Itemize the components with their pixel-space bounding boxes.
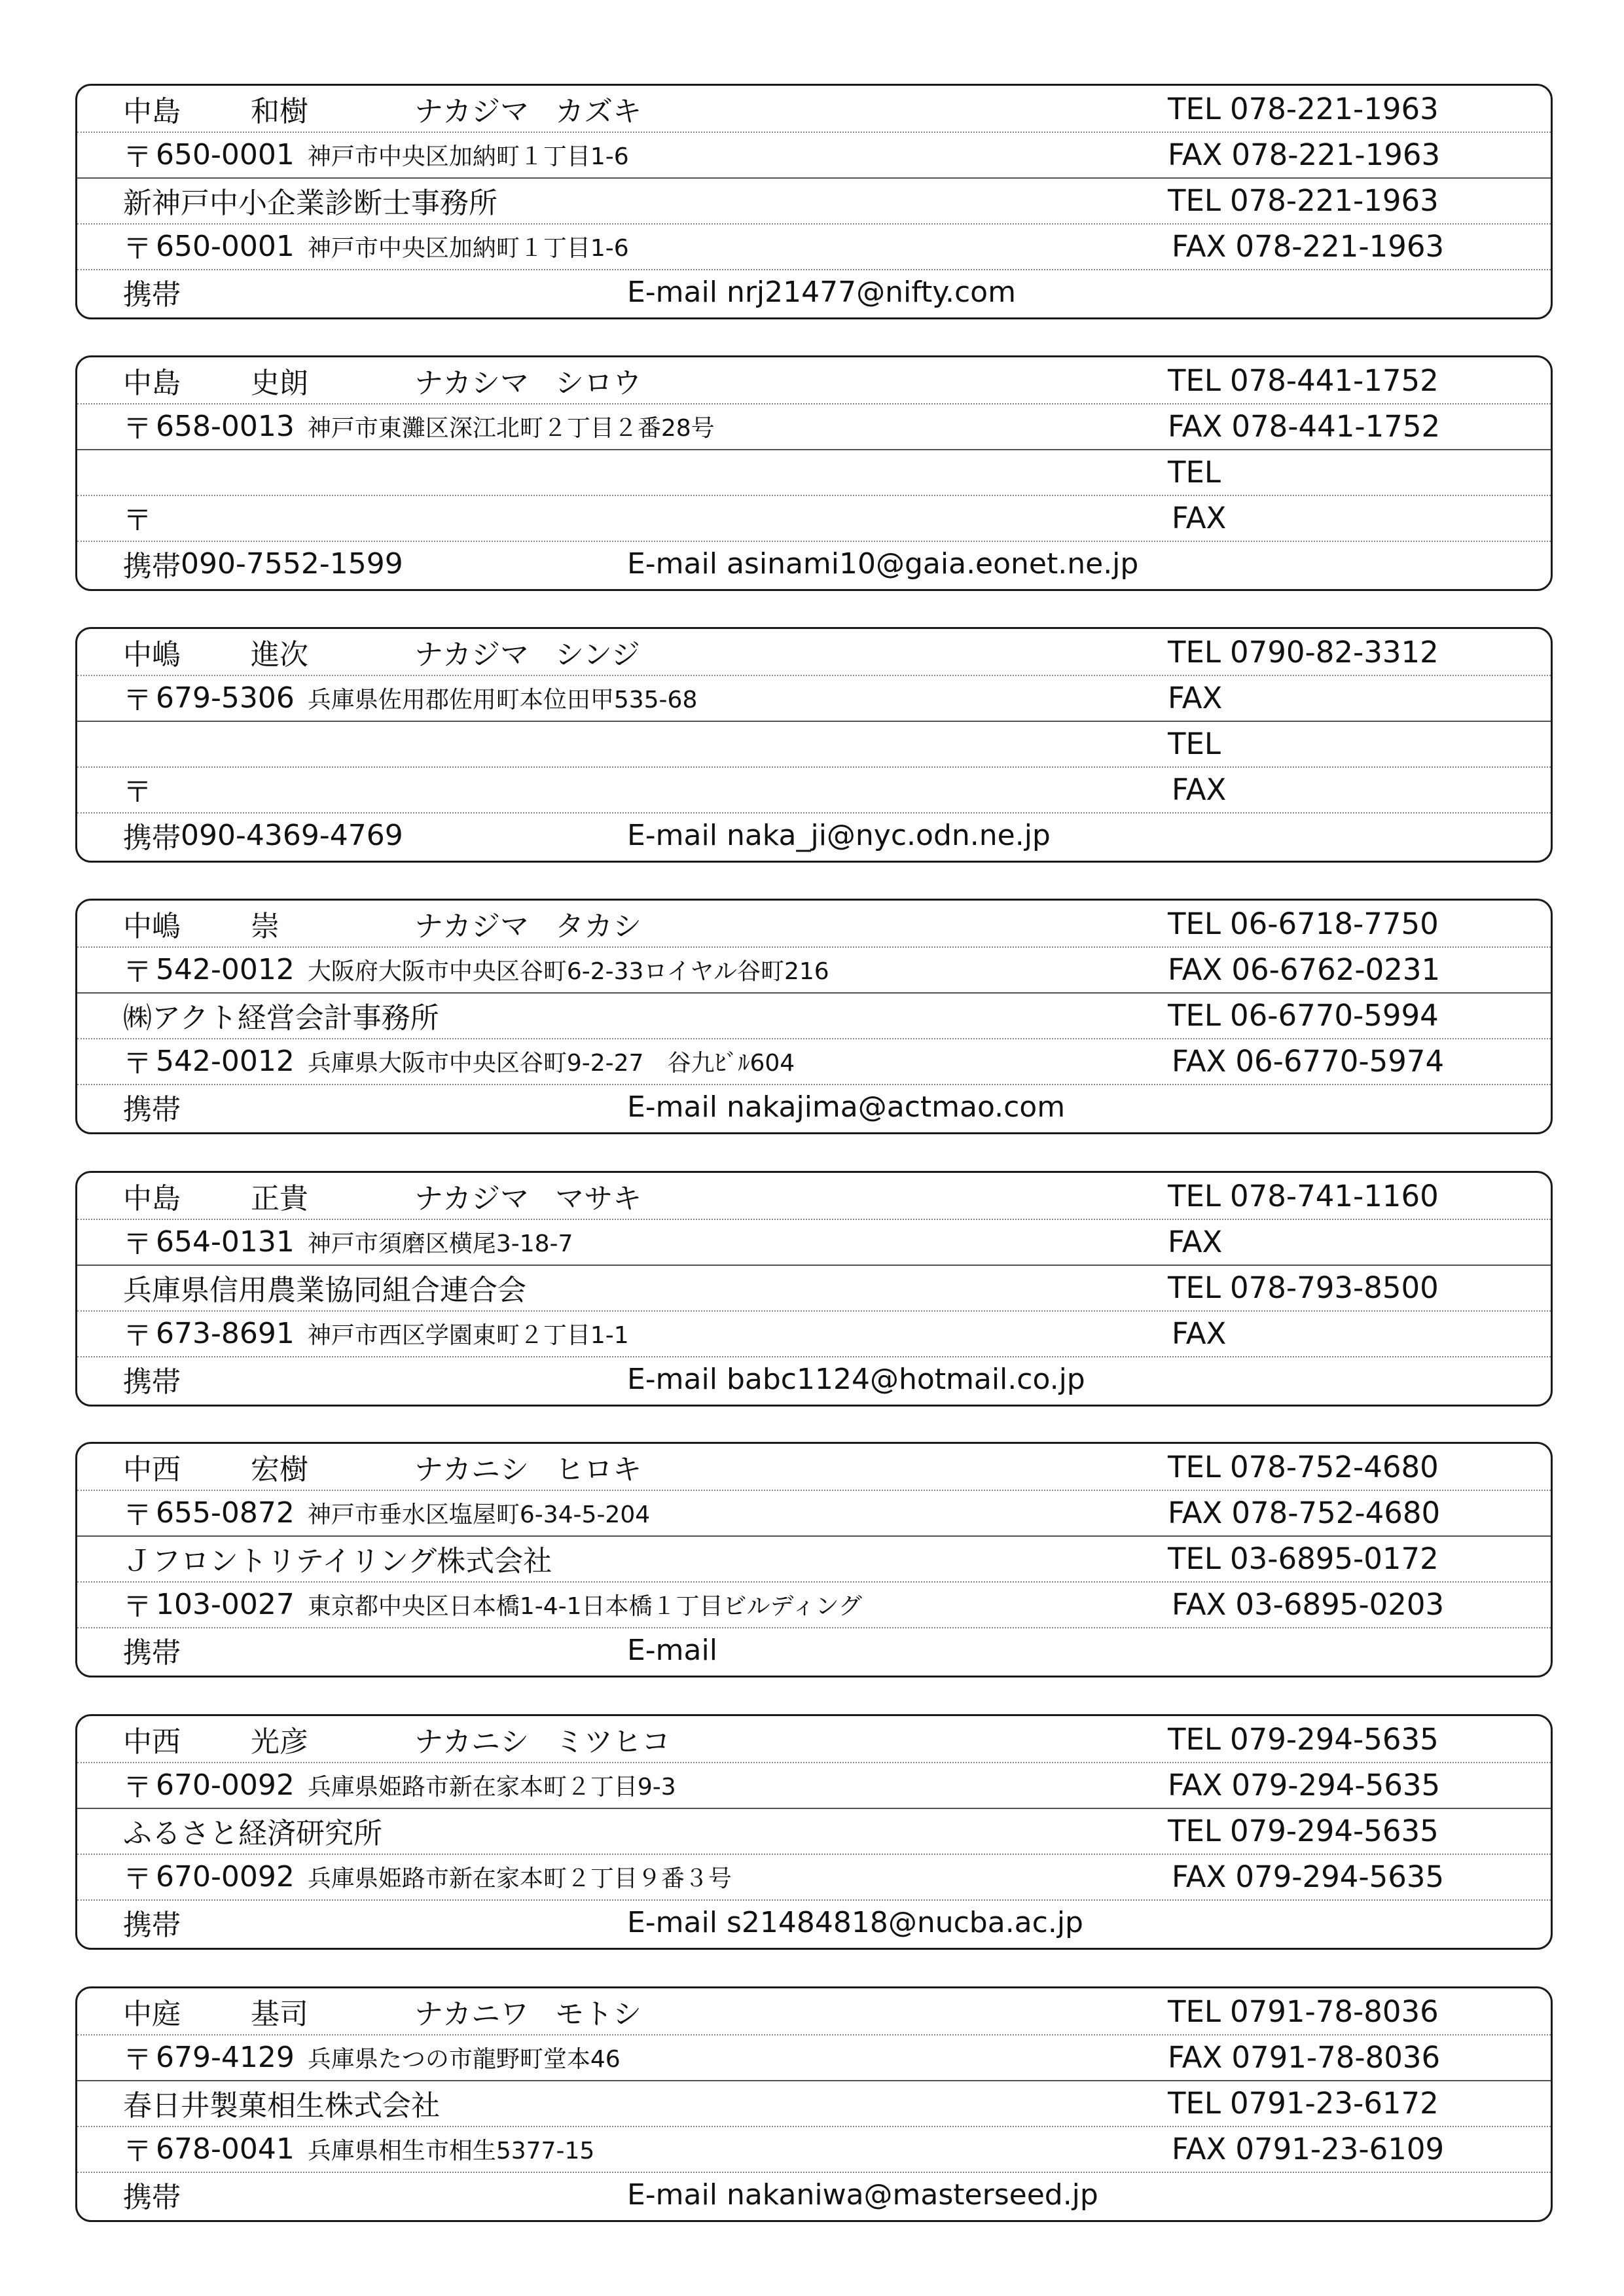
kana-surname: ナカニワ xyxy=(414,1998,530,2031)
home-tel-number[interactable]: 079-294-5635 xyxy=(1230,1721,1439,1757)
work-zip: 673-8691 xyxy=(156,1316,295,1350)
zip-mark: 〒 xyxy=(123,232,152,266)
home-zip: 655-0872 xyxy=(156,1496,295,1530)
zip-mark: 〒 xyxy=(123,1047,152,1081)
work-tel xyxy=(1168,721,1230,766)
fax-label: FAX xyxy=(1172,1043,1227,1079)
surname: 中西 xyxy=(123,1453,181,1486)
zip-mark: 〒 xyxy=(123,1319,152,1353)
home-fax xyxy=(1168,946,1440,992)
work-address-text: 東京都中央区日本橋1-4-1日本橋１丁目ビルディング xyxy=(307,1592,862,1620)
home-address-text: 神戸市東灘区深江北町２丁目２番28号 xyxy=(307,414,715,442)
fax-label: FAX xyxy=(1172,1587,1227,1622)
fax-label: FAX xyxy=(1172,1316,1227,1351)
kana-given: シロウ xyxy=(555,367,642,400)
tel-label: TEL xyxy=(1168,1449,1221,1484)
kana-surname: ナカジマ xyxy=(414,1182,530,1215)
home-address-text: 兵庫県たつの市龍野町堂本46 xyxy=(307,2045,621,2073)
email-label: E-mail xyxy=(627,818,717,852)
tel-label: TEL xyxy=(1168,454,1221,490)
mobile-label: 携帯 xyxy=(123,550,181,583)
surname: 中嶋 xyxy=(123,910,181,943)
zip-mark: 〒 xyxy=(123,2135,152,2168)
home-zip: 679-5306 xyxy=(156,681,295,715)
zip-mark: 〒 xyxy=(123,2043,152,2077)
email xyxy=(627,1899,1083,1945)
email xyxy=(627,2172,1098,2217)
work-fax xyxy=(1172,2126,1444,2172)
work-address-row xyxy=(77,1581,1551,1628)
zip-mark: 〒 xyxy=(123,1499,152,1532)
work-address-row xyxy=(77,766,1551,814)
zip-mark: 〒 xyxy=(123,412,152,446)
work-fax xyxy=(1172,766,1235,812)
email xyxy=(627,1084,1065,1130)
work-tel xyxy=(1168,1265,1439,1310)
mobile xyxy=(123,541,403,586)
email xyxy=(627,1627,727,1673)
home-fax-number: 079-294-5635 xyxy=(1231,1767,1441,1803)
fax-label: FAX xyxy=(1168,137,1223,172)
tel-label: TEL xyxy=(1168,1721,1221,1757)
mobile-email-row xyxy=(77,1899,1551,1945)
zip-mark: 〒 xyxy=(123,956,152,989)
kana-given: ミツヒコ xyxy=(555,1725,671,1759)
work-tel-number[interactable]: 079-294-5635 xyxy=(1230,1813,1439,1848)
kana-name xyxy=(414,1444,641,1490)
work-tel xyxy=(1168,1808,1439,1854)
home-address-text: 兵庫県佐用郡佐用町本位田甲535-68 xyxy=(307,686,698,713)
mobile-email-row xyxy=(77,1627,1551,1673)
email-address[interactable]: nakajima@actmao.com xyxy=(726,1090,1066,1124)
mobile-email-row xyxy=(77,2172,1551,2217)
organization: Ｊフロントリテイリング株式会社 xyxy=(123,1545,552,1578)
email-address[interactable]: nrj21477@nifty.com xyxy=(726,275,1016,309)
given-name: 光彦 xyxy=(251,1725,308,1759)
tel-label: TEL xyxy=(1168,726,1221,761)
tel-label: TEL xyxy=(1168,183,1221,218)
home-address-text: 神戸市垂水区塩屋町6-34-5-204 xyxy=(307,1501,651,1528)
contact-card xyxy=(75,627,1553,863)
home-address xyxy=(123,2034,621,2080)
work-org-row xyxy=(77,721,1551,768)
home-fax-number: 078-221-1963 xyxy=(1231,137,1441,172)
kana-name xyxy=(414,629,640,675)
home-address-text: 大阪府大阪市中央区谷町6-2-33ロイヤル谷町216 xyxy=(307,958,829,985)
work-address xyxy=(123,1854,732,1899)
name-row xyxy=(77,629,1551,676)
work-address-row xyxy=(77,1310,1551,1357)
home-fax xyxy=(1168,403,1440,449)
home-tel xyxy=(1168,1444,1439,1490)
work-tel xyxy=(1168,1535,1439,1581)
home-address-row xyxy=(77,1762,1551,1809)
work-fax-number: 03-6895-0203 xyxy=(1235,1587,1445,1622)
work-address-row xyxy=(77,1854,1551,1901)
name-row xyxy=(77,1716,1551,1763)
mobile-label: 携帯 xyxy=(123,1365,181,1399)
kana-given: シンジ xyxy=(555,638,640,672)
mobile xyxy=(123,1627,181,1673)
fax-label: FAX xyxy=(1168,2039,1223,2075)
organization: 新神戸中小企業診断士事務所 xyxy=(123,187,497,220)
name-row xyxy=(77,1173,1551,1220)
tel-label: TEL xyxy=(1168,363,1221,398)
work-fax-number: 078-221-1963 xyxy=(1235,228,1445,264)
fax-label: FAX xyxy=(1168,680,1223,715)
email-label: E-mail xyxy=(627,275,717,309)
zip-mark: 〒 xyxy=(123,684,152,717)
name-row xyxy=(77,1444,1551,1491)
home-fax-number: 078-441-1752 xyxy=(1231,408,1441,444)
name-row xyxy=(77,86,1551,133)
mobile-email-row xyxy=(77,541,1551,586)
zip-mark: 〒 xyxy=(123,776,152,809)
kana-name xyxy=(414,901,641,946)
home-address-row xyxy=(77,2034,1551,2081)
work-zip: 670-0092 xyxy=(156,1859,295,1893)
kana-given: マサキ xyxy=(555,1182,642,1215)
work-fax-number: 06-6770-5974 xyxy=(1235,1043,1445,1079)
work-address xyxy=(123,2126,594,2172)
kana-name xyxy=(414,86,641,132)
home-tel xyxy=(1168,901,1439,946)
work-zip: 650-0001 xyxy=(156,229,295,263)
organization: ㈱アクト経営会計事務所 xyxy=(123,1001,439,1035)
work-address xyxy=(123,223,629,269)
work-tel-number[interactable]: 06-6770-5994 xyxy=(1230,997,1439,1033)
organization: 春日井製菓相生株式会社 xyxy=(123,2089,440,2123)
home-address-row xyxy=(77,403,1551,450)
kana-name xyxy=(414,357,641,403)
home-address-row xyxy=(77,132,1551,179)
home-tel xyxy=(1168,86,1439,132)
zip-mark: 〒 xyxy=(123,1863,152,1896)
kana-surname: ナカニシ xyxy=(414,1453,530,1486)
name-row xyxy=(77,357,1551,404)
work-fax-number: 079-294-5635 xyxy=(1235,1859,1445,1894)
zip-mark: 〒 xyxy=(123,504,152,537)
home-zip: 650-0001 xyxy=(156,137,295,171)
home-zip: 658-0013 xyxy=(156,409,295,443)
work-org-row xyxy=(77,992,1551,1039)
mobile xyxy=(123,812,403,858)
work-tel xyxy=(1168,2080,1439,2126)
zip-mark: 〒 xyxy=(123,141,152,174)
work-address xyxy=(123,766,169,812)
mobile-label: 携帯 xyxy=(123,1093,181,1126)
kana-given: タカシ xyxy=(555,910,642,943)
tel-label: TEL xyxy=(1168,1994,1221,2029)
work-fax xyxy=(1172,1854,1444,1899)
fax-label: FAX xyxy=(1172,1859,1227,1894)
home-fax-number: 06-6762-0231 xyxy=(1231,952,1441,987)
home-zip: 654-0131 xyxy=(156,1225,295,1259)
home-address xyxy=(123,946,829,992)
organization: ふるさと経済研究所 xyxy=(123,1817,382,1850)
tel-label: TEL xyxy=(1168,634,1221,670)
given-name: 崇 xyxy=(251,910,280,943)
name-row xyxy=(77,1988,1551,2036)
email-label: E-mail xyxy=(627,547,717,581)
mobile-label: 携帯 xyxy=(123,2181,181,2214)
home-tel-number[interactable]: 078-752-4680 xyxy=(1230,1449,1439,1484)
fax-label: FAX xyxy=(1172,500,1227,535)
home-fax xyxy=(1168,675,1231,721)
mobile-label: 携帯 xyxy=(123,278,181,312)
fax-label: FAX xyxy=(1172,228,1227,264)
home-tel-number[interactable]: 078-741-1160 xyxy=(1230,1178,1439,1213)
kana-given: カズキ xyxy=(555,95,642,128)
tel-label: TEL xyxy=(1168,91,1221,126)
work-tel-number[interactable]: 0791-23-6172 xyxy=(1230,2085,1439,2121)
fax-label: FAX xyxy=(1172,772,1227,807)
mobile-number[interactable]: 090-4369-4769 xyxy=(181,818,403,852)
email-address[interactable]: naka_ji@nyc.odn.ne.jp xyxy=(726,818,1051,852)
home-address xyxy=(123,1219,573,1265)
zip-mark: 〒 xyxy=(123,1771,152,1804)
work-fax xyxy=(1172,1038,1444,1084)
work-address-text: 兵庫県相生市相生5377-15 xyxy=(307,2137,595,2164)
home-fax xyxy=(1168,1219,1231,1265)
mobile-label: 携帯 xyxy=(123,1636,181,1670)
kana-name xyxy=(414,1716,670,1762)
home-fax xyxy=(1168,2034,1440,2080)
home-address-row xyxy=(77,1219,1551,1266)
home-tel xyxy=(1168,1173,1439,1219)
work-address xyxy=(123,1581,862,1627)
contact-card xyxy=(75,899,1553,1134)
kana-given: ヒロキ xyxy=(555,1453,642,1486)
given-name: 正貴 xyxy=(251,1182,308,1215)
mobile xyxy=(123,2172,181,2217)
work-address xyxy=(123,1310,629,1356)
work-fax xyxy=(1172,1310,1235,1356)
email xyxy=(627,269,1016,315)
home-tel xyxy=(1168,1716,1439,1762)
email-address[interactable]: babc1124@hotmail.co.jp xyxy=(726,1362,1085,1396)
email-label: E-mail xyxy=(627,1090,717,1124)
home-zip: 670-0092 xyxy=(156,1768,295,1802)
home-address-text: 神戸市須磨区横尾3-18-7 xyxy=(307,1230,573,1257)
home-fax-number: 078-752-4680 xyxy=(1231,1495,1441,1530)
email-label: E-mail xyxy=(627,2178,717,2212)
mobile xyxy=(123,1356,181,1402)
work-org-row xyxy=(77,177,1551,224)
home-tel xyxy=(1168,1988,1439,2034)
surname: 中西 xyxy=(123,1725,181,1759)
work-address-text: 兵庫県姫路市新在家本町２丁目９番３号 xyxy=(307,1865,732,1892)
mobile-label: 携帯 xyxy=(123,821,181,855)
tel-label: TEL xyxy=(1168,1270,1221,1305)
work-address-row xyxy=(77,2126,1551,2173)
home-address-text: 神戸市中央区加納町１丁目1-6 xyxy=(307,143,629,170)
email-label: E-mail xyxy=(627,1633,717,1667)
home-tel-number[interactable]: 0790-82-3312 xyxy=(1230,634,1439,670)
work-address-text: 神戸市中央区加納町１丁目1-6 xyxy=(307,234,629,262)
kana-surname: ナカシマ xyxy=(414,367,530,400)
contact-card xyxy=(75,1171,1553,1407)
tel-label: TEL xyxy=(1168,1541,1221,1576)
mobile xyxy=(123,1084,181,1130)
surname: 中庭 xyxy=(123,1998,181,2031)
tel-label: TEL xyxy=(1168,906,1221,941)
fax-label: FAX xyxy=(1168,1495,1223,1530)
work-address xyxy=(123,495,169,541)
email-label: E-mail xyxy=(627,1905,717,1939)
surname: 中島 xyxy=(123,1182,181,1215)
work-tel xyxy=(1168,449,1230,495)
work-address-row xyxy=(77,495,1551,542)
work-zip: 103-0027 xyxy=(156,1587,295,1621)
surname: 中島 xyxy=(123,367,181,400)
kana-surname: ナカニシ xyxy=(414,1725,530,1759)
mobile-email-row xyxy=(77,269,1551,315)
work-org-row xyxy=(77,2080,1551,2127)
work-address-row xyxy=(77,1038,1551,1085)
email-address[interactable]: nakaniwa@masterseed.jp xyxy=(726,2178,1098,2212)
surname: 中島 xyxy=(123,95,181,128)
home-address xyxy=(123,1762,676,1808)
home-tel xyxy=(1168,357,1439,403)
home-address-text: 兵庫県姫路市新在家本町２丁目9-3 xyxy=(307,1773,676,1801)
work-address-text: 神戸市西区学園東町２丁目1-1 xyxy=(307,1321,629,1349)
work-tel-number[interactable]: 078-793-8500 xyxy=(1230,1270,1439,1305)
work-address xyxy=(123,1038,795,1084)
work-zip: 542-0012 xyxy=(156,1044,295,1078)
home-address xyxy=(123,403,715,449)
mobile-number[interactable]: 090-7552-1599 xyxy=(181,547,403,581)
contact-card xyxy=(75,1442,1553,1677)
mobile-email-row xyxy=(77,1084,1551,1130)
kana-given: モトシ xyxy=(555,1998,642,2031)
given-name: 進次 xyxy=(251,638,308,672)
work-zip: 678-0041 xyxy=(156,2132,295,2166)
home-address xyxy=(123,675,697,721)
home-address xyxy=(123,1490,650,1535)
tel-label: TEL xyxy=(1168,1813,1221,1848)
email-address[interactable]: s21484818@nucba.ac.jp xyxy=(726,1905,1083,1939)
home-fax-number: 0791-78-8036 xyxy=(1231,2039,1441,2075)
work-fax xyxy=(1172,495,1235,541)
work-org-row xyxy=(77,1265,1551,1312)
kana-surname: ナカジマ xyxy=(414,910,530,943)
zip-mark: 〒 xyxy=(123,1228,152,1261)
given-name: 史朗 xyxy=(251,367,308,400)
mobile-label: 携帯 xyxy=(123,1909,181,1942)
home-zip: 542-0012 xyxy=(156,952,295,986)
fax-label: FAX xyxy=(1168,1224,1223,1259)
mobile-email-row xyxy=(77,1356,1551,1402)
contact-card xyxy=(75,84,1553,319)
fax-label: FAX xyxy=(1168,1767,1223,1803)
fax-label: FAX xyxy=(1168,408,1223,444)
home-zip: 679-4129 xyxy=(156,2040,295,2074)
home-address xyxy=(123,132,629,177)
tel-label: TEL xyxy=(1168,997,1221,1033)
home-tel-number[interactable]: 078-441-1752 xyxy=(1230,363,1439,398)
work-tel xyxy=(1168,992,1439,1038)
work-tel xyxy=(1168,177,1439,223)
fax-label: FAX xyxy=(1172,2131,1227,2166)
work-tel-number[interactable]: 078-221-1963 xyxy=(1230,183,1439,218)
work-org-row xyxy=(77,1808,1551,1855)
work-address-text: 兵庫県大阪市中央区谷町9-2-27 谷九ﾋﾞﾙ604 xyxy=(307,1049,795,1077)
home-tel xyxy=(1168,629,1439,675)
tel-label: TEL xyxy=(1168,2085,1221,2121)
kana-surname: ナカジマ xyxy=(414,95,530,128)
home-tel-number[interactable]: 078-221-1963 xyxy=(1230,91,1439,126)
contact-card xyxy=(75,1986,1553,2222)
given-name: 基司 xyxy=(251,1998,308,2031)
given-name: 和樹 xyxy=(251,95,308,128)
work-org-row xyxy=(77,449,1551,496)
contact-card xyxy=(75,355,1553,591)
home-fax xyxy=(1168,1490,1440,1535)
zip-mark: 〒 xyxy=(123,1590,152,1624)
contact-card xyxy=(75,1714,1553,1950)
home-fax xyxy=(1168,132,1440,177)
fax-label: FAX xyxy=(1168,952,1223,987)
organization: 兵庫県信用農業協同組合連合会 xyxy=(123,1274,526,1307)
work-fax xyxy=(1172,223,1444,269)
email-label: E-mail xyxy=(627,1362,717,1396)
mobile-email-row xyxy=(77,812,1551,858)
work-fax xyxy=(1172,1581,1444,1627)
kana-surname: ナカジマ xyxy=(414,638,530,672)
email-address[interactable]: asinami10@gaia.eonet.ne.jp xyxy=(726,547,1139,581)
work-tel-number[interactable]: 03-6895-0172 xyxy=(1230,1541,1439,1576)
email xyxy=(627,1356,1085,1402)
kana-name xyxy=(414,1173,641,1219)
home-tel-number[interactable]: 06-6718-7750 xyxy=(1230,906,1439,941)
home-fax xyxy=(1168,1762,1440,1808)
work-address-row xyxy=(77,223,1551,270)
home-address-row xyxy=(77,946,1551,994)
mobile xyxy=(123,269,181,315)
home-address-row xyxy=(77,675,1551,722)
email xyxy=(627,541,1138,586)
given-name: 宏樹 xyxy=(251,1453,308,1486)
work-org-row xyxy=(77,1535,1551,1583)
home-address-row xyxy=(77,1490,1551,1537)
email xyxy=(627,812,1051,858)
tel-label: TEL xyxy=(1168,1178,1221,1213)
kana-name xyxy=(414,1988,641,2034)
mobile xyxy=(123,1899,181,1945)
work-fax-number: 0791-23-6109 xyxy=(1235,2131,1445,2166)
name-row xyxy=(77,901,1551,948)
home-tel-number[interactable]: 0791-78-8036 xyxy=(1230,1994,1439,2029)
surname: 中嶋 xyxy=(123,638,181,672)
